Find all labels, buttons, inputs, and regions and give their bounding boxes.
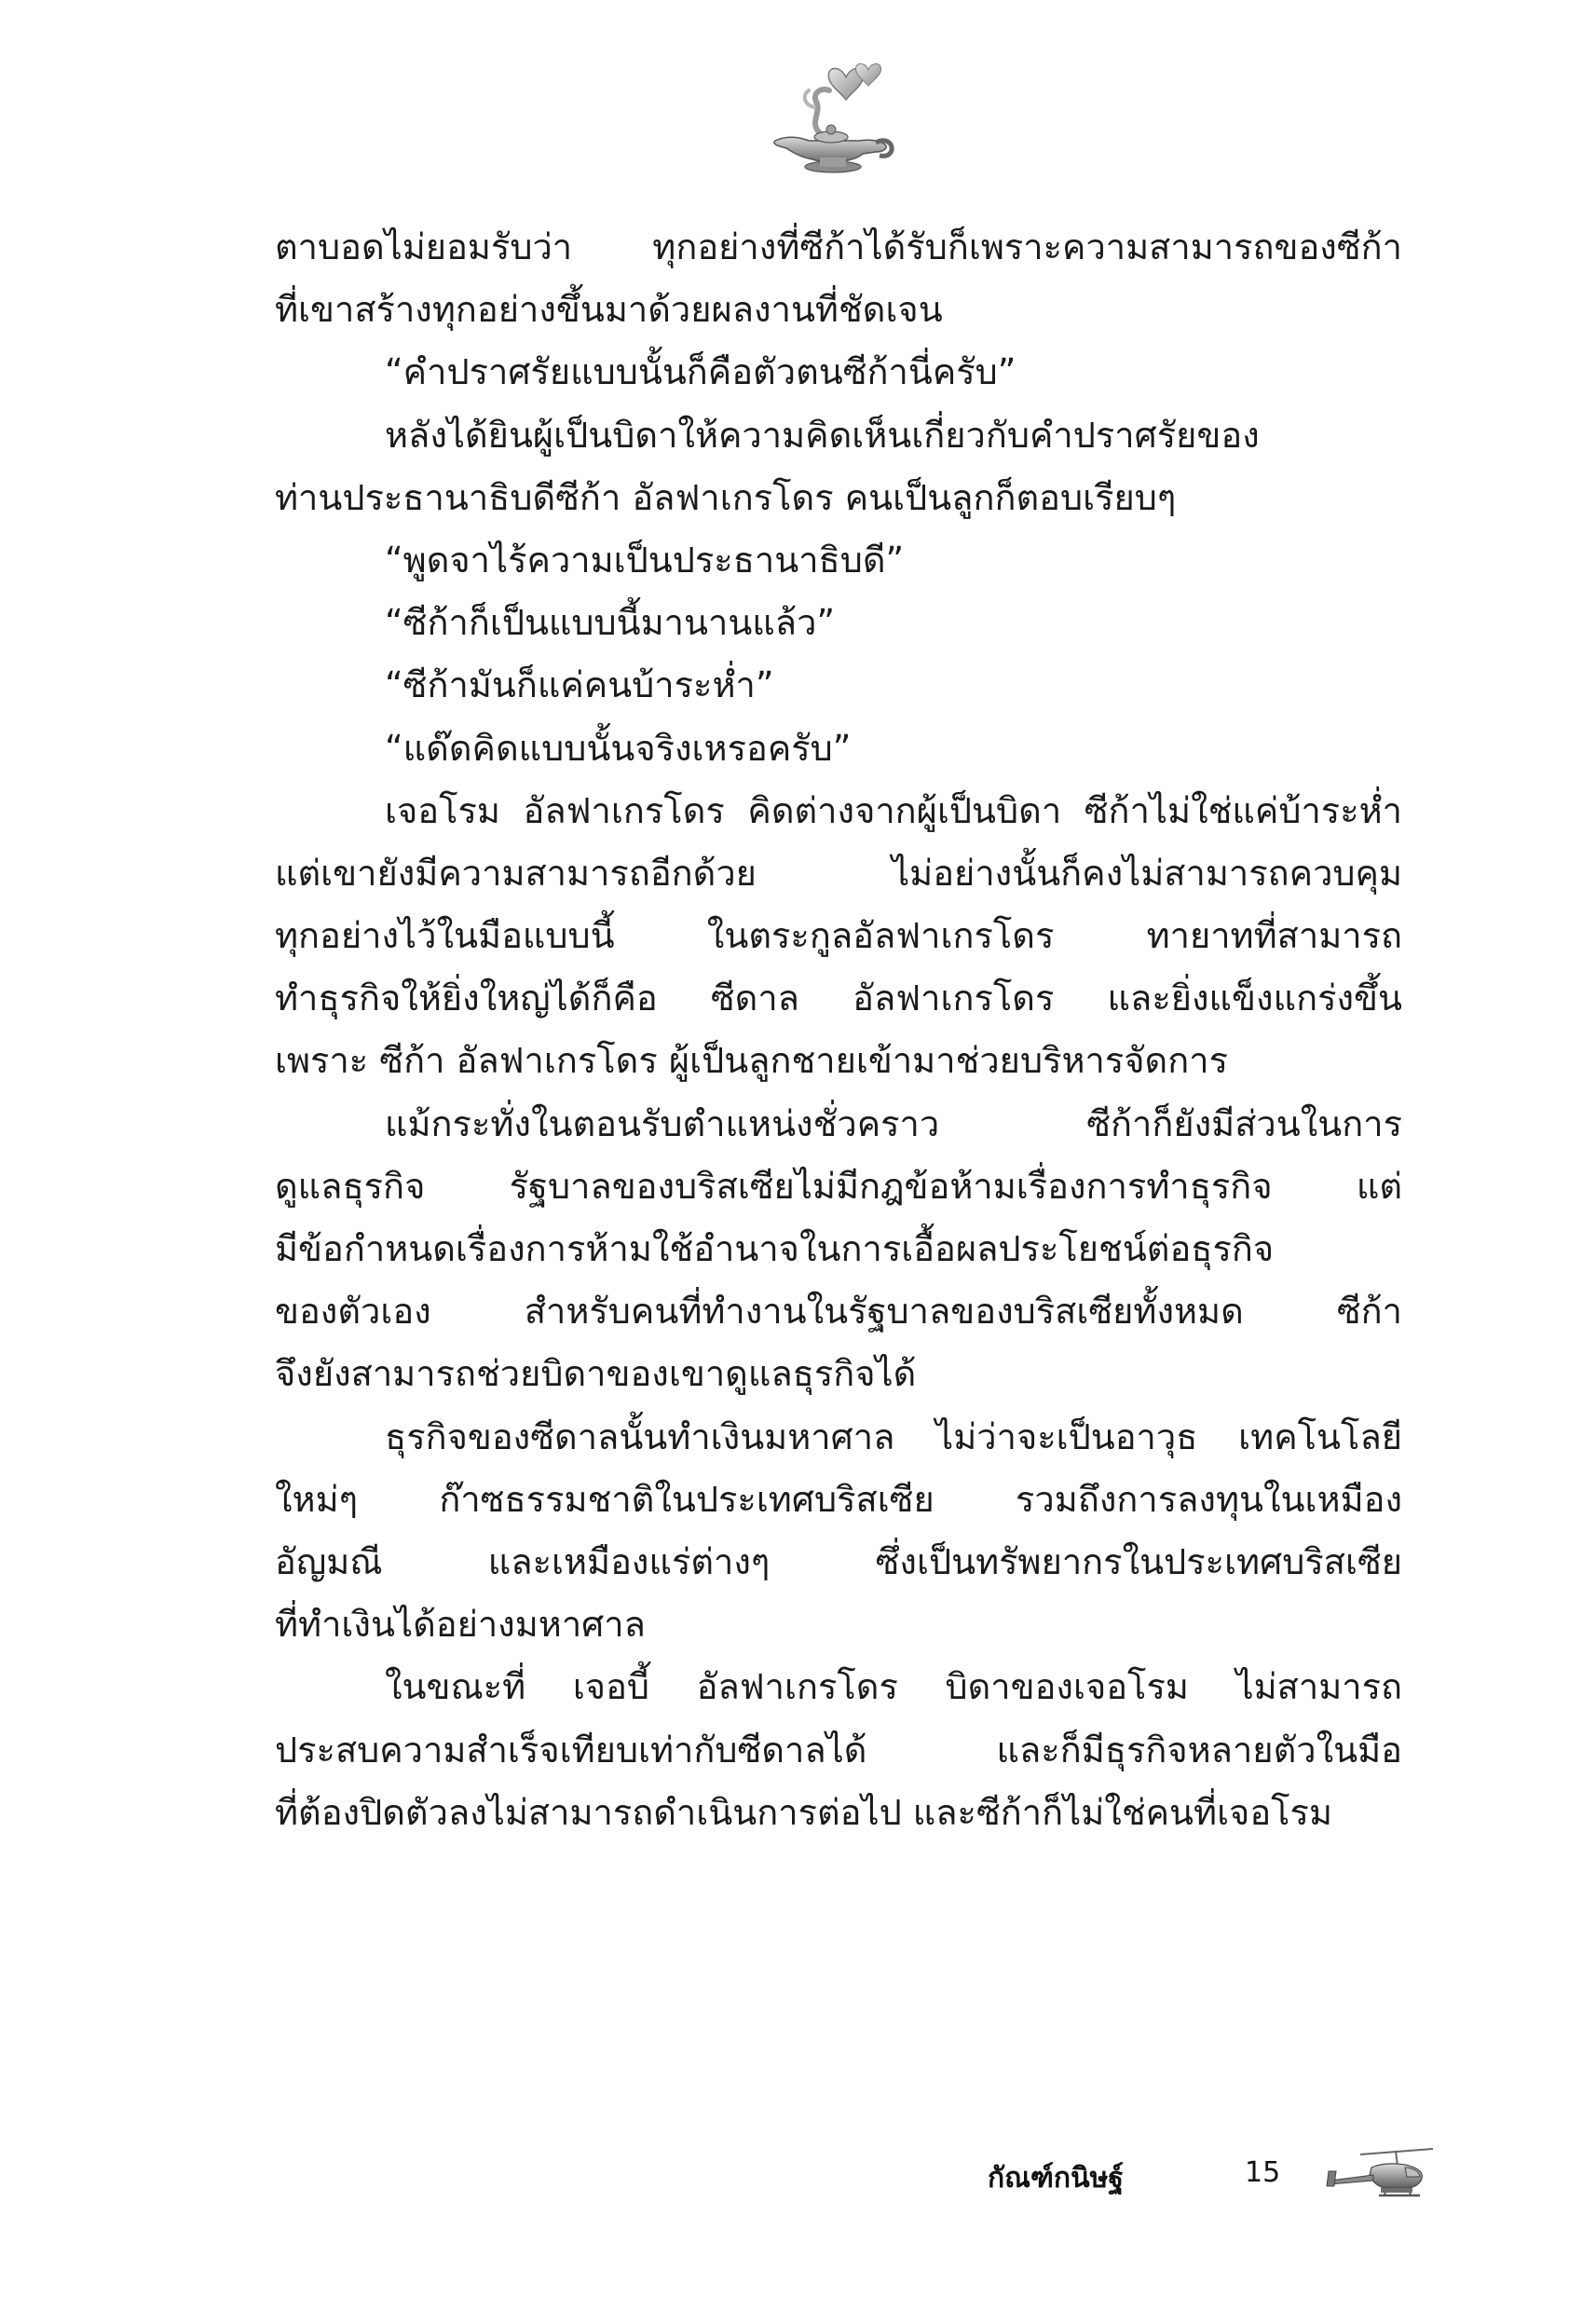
paragraph — [275, 216, 1402, 341]
paragraph — [275, 1093, 1402, 1406]
paragraph — [275, 592, 1402, 654]
text-line: “ซีก้าก็เป็นแบบนี้มานานแล้ว” — [385, 602, 836, 644]
text-line: ของตัวเอง สำหรับคนที่ทำงานในรัฐบาลของบริสเซียทั้งหมด ซีก้า — [275, 1291, 1402, 1333]
text-line: ใหม่ๆ ก๊าซธรรมชาติในประเทศบริสเซีย รวมถึงการลงทุนในเหมือง — [275, 1478, 1402, 1520]
text-line: “ซีก้ามันก็แค่คนบ้าระห่ำ” — [385, 664, 774, 706]
text-line: “แด๊ดคิดแบบนั้นจริงเหรอครับ” — [385, 727, 852, 769]
text-line: หลังได้ยินผู้เป็นบิดาให้ความคิดเห็นเกี่ยวกับคำปราศรัยของ — [385, 414, 1260, 456]
page-footer — [988, 2143, 1435, 2218]
text-line: ทุกอย่างไว้ในมือแบบนี้ ในตระกูลอัลฟาเกรโดร ทายาทที่สามารถ — [275, 915, 1402, 957]
text-line: จึงยังสามารถช่วยบิดาของเขาดูแลธุรกิจได้ — [275, 1353, 917, 1395]
genie-lamp-icon — [755, 51, 904, 177]
paragraph — [275, 718, 1402, 780]
text-line: อัญมณี และเหมืองแร่ต่างๆ ซึ่งเป็นทรัพยากรในประเทศบริสเซีย — [275, 1540, 1402, 1582]
text-line: มีข้อกำหนดเรื่องการห้ามใช้อำนาจในการเอื้อผลประโยชน์ต่อธุรกิจ — [275, 1228, 1275, 1269]
paragraph — [275, 1406, 1402, 1657]
text-line: ตาบอดไม่ยอมรับว่า ทุกอย่างที่ซีก้าได้รับก็เพราะความสามารถของซีก้า — [275, 226, 1402, 267]
text-line: ที่ทำเงินได้อย่างมหาศาล — [275, 1604, 646, 1646]
footer-author: กัณฑ์กนิษฐ์ — [988, 2162, 1124, 2195]
text-line: ที่ต้องปิดตัวลงไม่สามารถดำเนินการต่อไป และซีก้าก็ไม่ใช่คนที่เจอโรม — [275, 1791, 1333, 1833]
text-line: ที่เขาสร้างทุกอย่างขึ้นมาด้วยผลงานที่ชัดเจน — [275, 289, 943, 331]
text-line: ดูแลธุรกิจ รัฐบาลของบริสเซียไม่มีกฎข้อห้ามเรื่องการทำธุรกิจ แต่ — [275, 1165, 1402, 1207]
text-line: ประสบความสำเร็จเทียบเท่ากับซีดาลได้ และก็มีธุรกิจหลายตัวในมือ — [275, 1729, 1402, 1771]
text-line: ท่านประธานาธิบดีซีก้า อัลฟาเกรโดร คนเป็นลูกก็ตอบเรียบๆ — [275, 476, 1177, 518]
paragraph — [275, 780, 1402, 1093]
paragraph — [275, 529, 1402, 592]
paragraph — [275, 404, 1402, 529]
text-line: ทำธุรกิจให้ยิ่งใหญ่ได้ก็คือ ซีดาล อัลฟาเกรโดร และยิ่งแข็งแกร่งขึ้น — [275, 978, 1402, 1019]
text-line: “คำปราศรัยแบบนั้นก็คือตัวตนซีก้านี่ครับ” — [385, 351, 1016, 393]
text-line: ธุรกิจของซีดาลนั้นทำเงินมหาศาล ไม่ว่าจะเป็นอาวุธ เทคโนโลยี — [385, 1415, 1402, 1457]
text-line: เพราะ ซีก้า อัลฟาเกรโดร ผู้เป็นลูกชายเข้ามาช่วยบริหารจัดการ — [275, 1040, 1228, 1082]
paragraph — [275, 654, 1402, 717]
text-line: เจอโรม อัลฟาเกรโดร คิดต่างจากผู้เป็นบิดา ซีก้าไม่ใช่แค่บ้าระห่ำ — [385, 789, 1402, 831]
helicopter-icon — [1323, 2143, 1435, 2210]
text-line: แม้กระทั่งในตอนรับตำแหน่งชั่วคราว ซีก้าก็ยังมีส่วนในการ — [385, 1102, 1402, 1144]
text-line: ในขณะที่ เจอบี้ อัลฟาเกรโดร บิดาของเจอโรม ไม่สามารถ — [385, 1666, 1402, 1708]
page-number: 15 — [1245, 2156, 1281, 2189]
text-line: “พูดจาไร้ความเป็นประธานาธิบดี” — [385, 539, 905, 581]
paragraph — [275, 1656, 1402, 1844]
text-line: แต่เขายังมีความสามารถอีกด้วย ไม่อย่างนั้นก็คงไม่สามารถควบคุม — [275, 852, 1402, 894]
body-text — [275, 216, 1402, 1844]
paragraph — [275, 341, 1402, 403]
